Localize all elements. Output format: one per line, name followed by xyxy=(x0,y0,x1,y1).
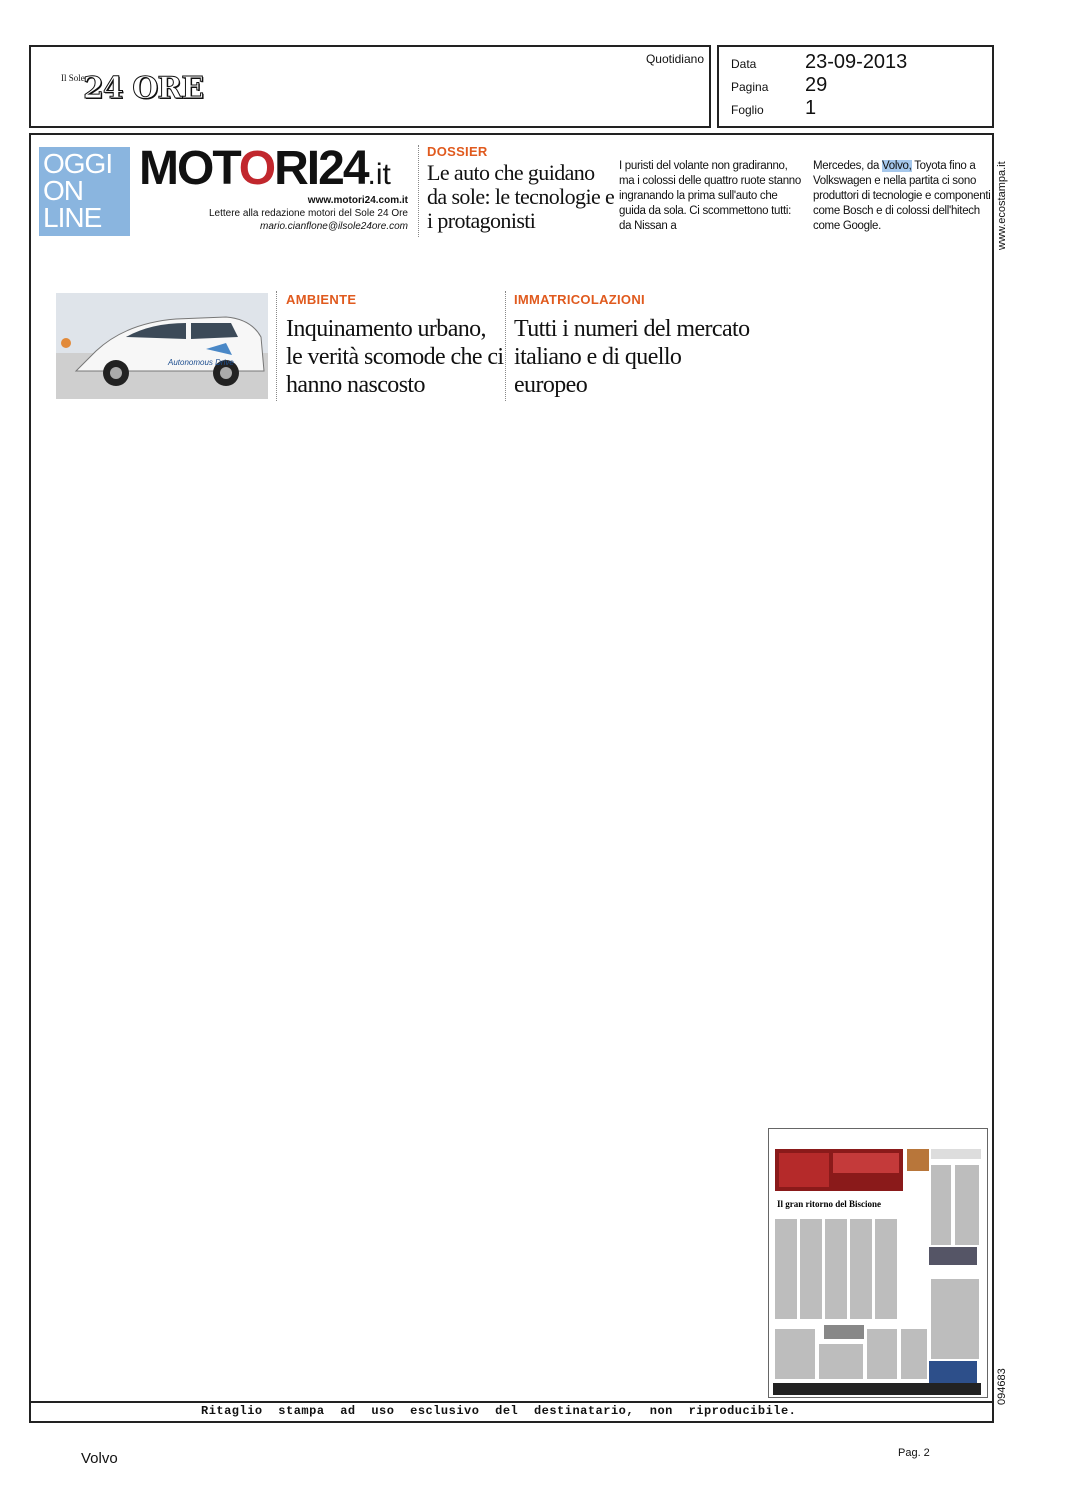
meta-sheet-row xyxy=(731,97,817,119)
clip-notice-bar xyxy=(31,1401,992,1421)
brand-o: O xyxy=(238,142,275,195)
side-code: 094683 xyxy=(996,1368,1008,1405)
immatricolazioni-headline: Tutti i numeri del mercato italiano e di quello europeo xyxy=(514,316,750,398)
text-run: Toyota fino a Volkswagen e nella partita ci sono produttori di tecnologie e componenti come Bosch e di colossi dell'hitech come Google. xyxy=(813,160,991,232)
masthead-url: www.motori24.com.it xyxy=(307,195,408,206)
dossier-headline: Le auto che guidano da sole: le tecnologie e i protagonisti xyxy=(427,160,615,233)
publication-type: Quotidiano xyxy=(645,52,704,66)
divider xyxy=(418,145,419,237)
divider xyxy=(276,291,277,401)
oggi-line: ON xyxy=(43,175,83,206)
ambiente-kicker: AMBIENTE xyxy=(286,292,357,307)
header-meta-box xyxy=(717,45,994,128)
ambiente-headline: Inquinamento urbano, le verità scomode che ci hanno nascosto xyxy=(286,316,504,398)
car-illustration-icon xyxy=(56,293,268,399)
text-run: Mercedes, da xyxy=(813,160,882,172)
meta-date-row xyxy=(731,51,908,73)
svg-text:Il gran ritorno del Biscione: Il gran ritorno del Biscione xyxy=(777,1199,881,1209)
meta-label: Pagina xyxy=(731,80,769,94)
keyword-label: Volvo xyxy=(81,1450,118,1467)
clip-notice: Ritaglio stampa ad uso esclusivo del destinatario, non riproducibile. xyxy=(201,1404,797,1418)
clipping-frame xyxy=(29,133,994,1423)
oggi-line: OGGI xyxy=(43,148,113,179)
meta-page-row xyxy=(731,74,828,96)
car-photo xyxy=(56,293,268,399)
divider xyxy=(505,291,506,401)
page-thumbnail xyxy=(768,1128,988,1398)
oggi-line: LINE xyxy=(43,202,102,233)
meta-value: 23-09-2013 xyxy=(805,51,908,73)
svg-text:Autonomous Drive: Autonomous Drive xyxy=(168,358,234,367)
newspaper-page-icon xyxy=(769,1129,987,1397)
motori24-logo xyxy=(139,141,391,196)
masthead-email: mario.cianflone@ilsole24ore.com xyxy=(260,221,408,232)
page-number: Pag. 2 xyxy=(898,1447,930,1459)
dossier-col-a: I puristi del volante non gradiranno, ma i colossi delle quattro ruote stanno ingranando la prima sull'auto che guida da sola. Ci scommettono tutti: da Nissan a xyxy=(619,160,801,232)
meta-label: Foglio xyxy=(731,103,764,117)
dossier-kicker: DOSSIER xyxy=(427,144,488,159)
header-left-box xyxy=(29,45,711,128)
meta-label: Data xyxy=(731,57,757,71)
newspaper-logo: 24 ORE xyxy=(83,71,204,106)
oggi-online-badge xyxy=(39,147,130,236)
brand-part: MOT xyxy=(139,142,239,195)
immatricolazioni-kicker: IMMATRICOLAZIONI xyxy=(514,292,645,307)
side-url: www.ecostampa.it xyxy=(996,161,1008,250)
masthead-letters: Lettere alla redazione motori del Sole 24 Ore xyxy=(208,208,408,219)
brand-part: RI24 xyxy=(274,142,368,195)
logo-small-text: Il Sole xyxy=(61,73,85,83)
brand-it: .it xyxy=(367,158,391,191)
dossier-col-b xyxy=(813,159,993,234)
highlight-keyword: Volvo, xyxy=(881,160,912,172)
meta-value: 1 xyxy=(805,97,817,119)
meta-value: 29 xyxy=(805,74,828,96)
